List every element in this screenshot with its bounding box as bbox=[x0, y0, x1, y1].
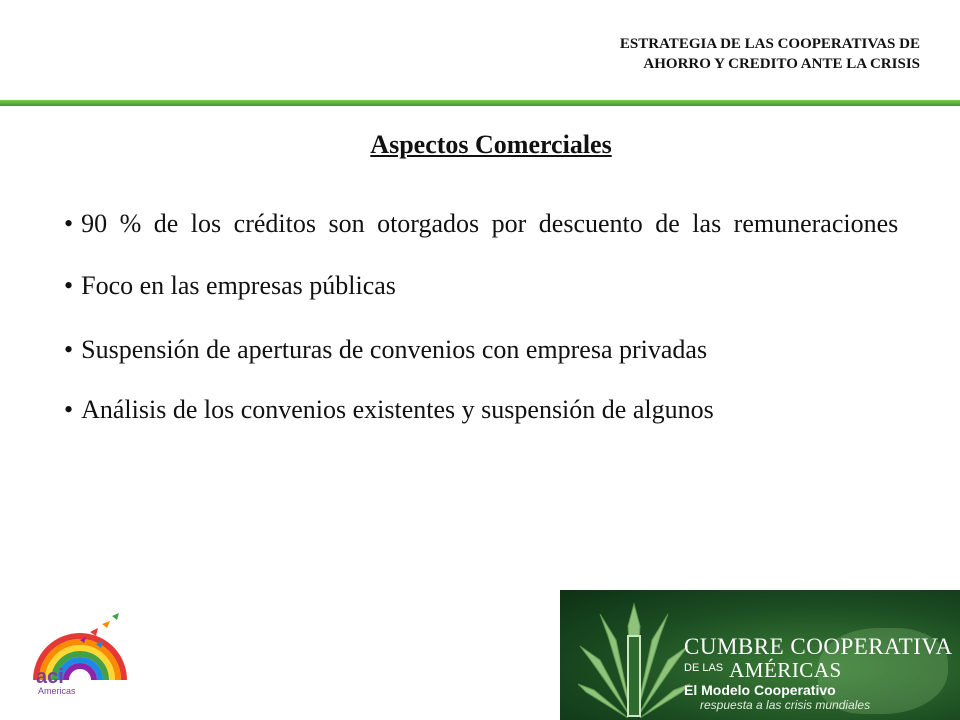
bullet-marker: • bbox=[64, 395, 74, 424]
bullet-item bbox=[64, 392, 916, 428]
aci-rainbow-logo-icon bbox=[30, 610, 130, 715]
header-title-line-2: AHORRO Y CREDITO ANTE LA CRISIS bbox=[643, 56, 920, 72]
bullet-text: Foco en las empresas públicas bbox=[81, 271, 396, 300]
bullet-item bbox=[64, 206, 916, 242]
agave-plant-icon bbox=[578, 596, 690, 720]
brand-tagline: El Modelo Cooperativo bbox=[684, 682, 836, 698]
section-title: Aspectos Comerciales bbox=[370, 130, 612, 159]
aci-logo-subtext: Americas bbox=[38, 686, 76, 696]
bullet-item bbox=[64, 332, 916, 368]
bullet-marker: • bbox=[64, 271, 74, 300]
brand-slogan: respuesta a las crisis mundiales bbox=[700, 698, 871, 712]
footer bbox=[0, 590, 960, 720]
bullet-text: 90 % de los créditos son otorgados por descuento de las remuneraciones bbox=[81, 209, 899, 238]
brand-subtitle bbox=[684, 658, 842, 683]
bullet-text: Suspensión de aperturas de convenios con empresa privadas bbox=[81, 335, 708, 364]
bullet-marker: • bbox=[64, 335, 74, 364]
header-divider bbox=[0, 100, 960, 106]
brand-de-las: DE LAS bbox=[684, 662, 724, 674]
header-title-line-1: ESTRATEGIA DE LAS COOPERATIVAS DE bbox=[619, 36, 920, 52]
aci-logo-text: aci bbox=[36, 666, 64, 688]
bullet-text: Análisis de los convenios existentes y suspensión de algunos bbox=[81, 395, 714, 424]
bullet-marker: • bbox=[64, 209, 74, 238]
header-title bbox=[360, 34, 920, 74]
brand-title: CUMBRE COOPERATIVA bbox=[684, 634, 953, 659]
brand-americas: AMÉRICAS bbox=[729, 658, 842, 682]
bullet-list bbox=[64, 206, 916, 428]
bullet-item bbox=[64, 268, 916, 304]
